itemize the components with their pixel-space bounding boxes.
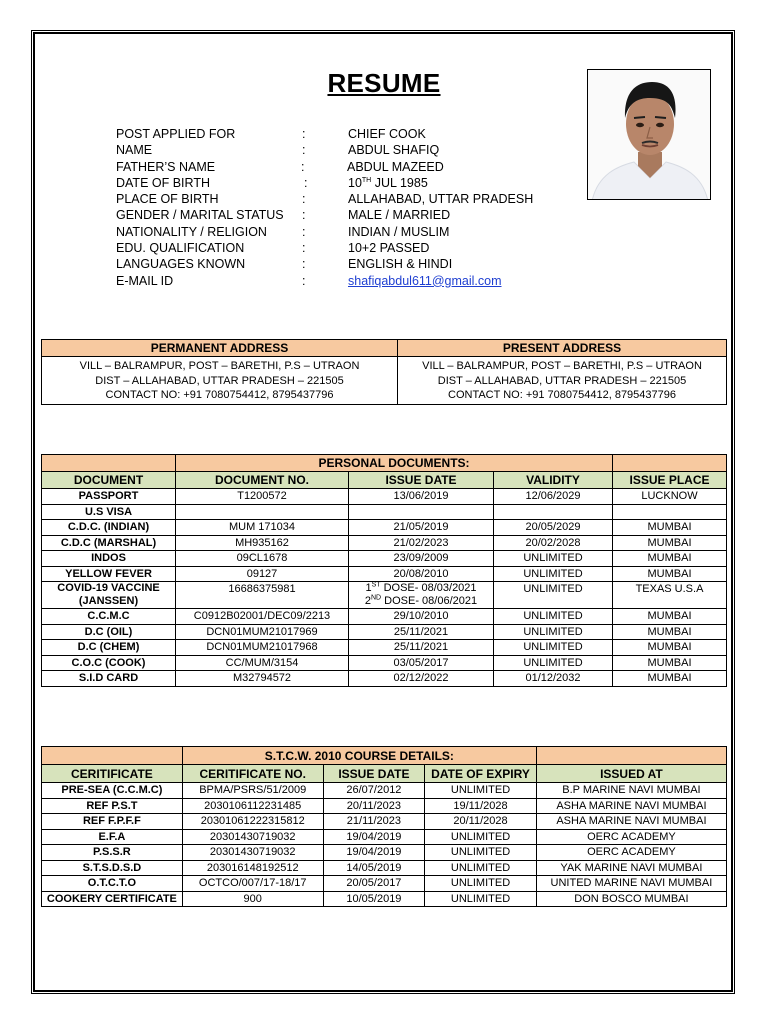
- table-cell: 21/05/2019: [349, 520, 494, 536]
- table-cell: BPMA/PSRS/51/2009: [182, 783, 323, 799]
- info-colon: :: [302, 257, 306, 272]
- table-cell: INDOS: [42, 551, 176, 567]
- table-row: [42, 783, 727, 799]
- table-cell: [349, 582, 494, 609]
- table-cell: DCN01MUM21017969: [176, 624, 349, 640]
- dob-day: 10: [348, 175, 362, 190]
- table-row: [42, 845, 727, 861]
- blank-header-cell: [42, 455, 176, 472]
- table-row: [42, 891, 727, 907]
- table-cell: MUMBAI: [613, 640, 727, 656]
- table-cell: 25/11/2021: [349, 640, 494, 656]
- table-cell: UNLIMITED: [494, 624, 613, 640]
- table-cell: UNLIMITED: [494, 566, 613, 582]
- table-cell: C0912B02001/DEC09/2213: [176, 609, 349, 625]
- table-cell: 09127: [176, 566, 349, 582]
- table-row: [42, 829, 727, 845]
- table-cell: YAK MARINE NAVI MUMBAI: [536, 860, 726, 876]
- table-cell: 13/06/2019: [349, 489, 494, 505]
- info-value: INDIAN / MUSLIM: [348, 224, 450, 239]
- table-cell: MUM 171034: [176, 520, 349, 536]
- table-row: [42, 609, 727, 625]
- table-cell: MUMBAI: [613, 566, 727, 582]
- table-cell: 20301430719032: [182, 829, 323, 845]
- table-cell: 01/12/2032: [494, 671, 613, 687]
- table-cell: E.F.A: [42, 829, 183, 845]
- resume-title: RESUME: [327, 68, 441, 98]
- table-cell: 900: [182, 891, 323, 907]
- blank-header-cell: [536, 747, 726, 765]
- table-cell: MUMBAI: [613, 609, 727, 625]
- info-label: LANGUAGES KNOWN: [116, 257, 246, 272]
- dose-date: DOSE- 08/03/2021: [380, 582, 477, 594]
- table-cell: P.S.S.R: [42, 845, 183, 861]
- table-cell: UNLIMITED: [494, 551, 613, 567]
- table-cell: [349, 504, 494, 520]
- table-cell: D.C (CHEM): [42, 640, 176, 656]
- table-cell: 21/11/2023: [323, 814, 425, 830]
- table-cell: 20/05/2017: [323, 876, 425, 892]
- table-cell: 20/08/2010: [349, 566, 494, 582]
- table-cell: MUMBAI: [613, 551, 727, 567]
- table-cell: 03/05/2017: [349, 655, 494, 671]
- col-header: ISSUE DATE: [323, 765, 425, 783]
- table-cell: D.C (OIL): [42, 624, 176, 640]
- cell-line: (JANSSEN): [78, 595, 139, 607]
- table-row: [42, 876, 727, 892]
- address-line: CONTACT NO: +91 7080754412, 8795437796: [448, 389, 676, 401]
- cell-line: COVID-19 VACCINE: [57, 582, 160, 594]
- table-cell: MUMBAI: [613, 671, 727, 687]
- table-cell: 29/10/2010: [349, 609, 494, 625]
- info-value: 10+2 PASSED: [348, 241, 430, 256]
- address-line: CONTACT NO: +91 7080754412, 8795437796: [105, 389, 334, 401]
- table-cell: S.I.D CARD: [42, 671, 176, 687]
- info-colon: :: [302, 241, 306, 256]
- table-cell: YELLOW FEVER: [42, 566, 176, 582]
- personal-documents-table: [41, 454, 727, 687]
- info-label: NAME: [116, 143, 153, 158]
- info-label: NATIONALITY / RELIGION: [116, 224, 267, 239]
- table-cell: MUMBAI: [613, 624, 727, 640]
- col-header: DOCUMENT NO.: [176, 472, 349, 489]
- info-value: ENGLISH & HINDI: [348, 257, 453, 272]
- present-address: [398, 357, 727, 405]
- dose-number: 2: [364, 595, 371, 607]
- info-label: POST APPLIED FOR: [116, 127, 236, 141]
- table-cell: 19/11/2028: [425, 798, 537, 814]
- permanent-address: [42, 357, 398, 405]
- dose-1: [351, 582, 491, 595]
- table-cell: OERC ACADEMY: [536, 829, 726, 845]
- table-cell: 10/05/2019: [323, 891, 425, 907]
- info-colon: :: [302, 273, 306, 288]
- table-cell: ASHA MARINE NAVI MUMBAI: [536, 798, 726, 814]
- info-label: GENDER / MARITAL STATUS: [116, 208, 284, 223]
- table-cell: PRE-SEA (C.C.M.C): [42, 783, 183, 799]
- table-cell: [176, 504, 349, 520]
- dob-month-year: JUL 1985: [371, 175, 428, 190]
- table-cell: UNLIMITED: [425, 783, 537, 799]
- address-line: DIST – ALLAHABAD, UTTAR PRADESH – 221505: [95, 374, 344, 387]
- info-label: EDU. QUALIFICATION: [116, 241, 245, 256]
- table-cell: UNLIMITED: [494, 609, 613, 625]
- col-header: DOCUMENT: [42, 472, 176, 489]
- info-value: [348, 175, 428, 191]
- table-row: [42, 535, 727, 551]
- table-cell: 2030106112231485: [182, 798, 323, 814]
- info-value: ALLAHABAD, UTTAR PRADESH: [348, 192, 534, 207]
- table-cell: UNLIMITED: [425, 845, 537, 861]
- table-row: [42, 504, 727, 520]
- info-colon: :: [302, 224, 306, 239]
- table-row: [42, 551, 727, 567]
- info-value: MALE / MARRIED: [348, 208, 451, 223]
- info-colon: :: [302, 127, 306, 141]
- info-colon: :: [302, 208, 306, 223]
- table-cell: [494, 504, 613, 520]
- table-cell: 19/04/2019: [323, 845, 425, 861]
- table-cell: UNITED MARINE NAVI MUMBAI: [536, 876, 726, 892]
- table-cell: C.O.C (COOK): [42, 655, 176, 671]
- col-header: CERITIFICATE NO.: [182, 765, 323, 783]
- table-row: [42, 582, 727, 609]
- table-cell: C.D.C (MARSHAL): [42, 535, 176, 551]
- table-row: [42, 640, 727, 656]
- passport-photo: [587, 69, 711, 200]
- address-line: DIST – ALLAHABAD, UTTAR PRADESH – 221505: [437, 374, 687, 387]
- dose-suffix: ND: [370, 594, 382, 602]
- col-header: ISSUED AT: [536, 765, 726, 783]
- table-cell: 09CL1678: [176, 551, 349, 567]
- table-cell: 14/05/2019: [323, 860, 425, 876]
- col-header: CERITIFICATE: [42, 765, 183, 783]
- table-cell: COOKERY CERTIFICATE: [42, 891, 183, 907]
- table-row: [42, 520, 727, 536]
- table-cell: 20301061222315812: [182, 814, 323, 830]
- col-header: VALIDITY: [494, 472, 613, 489]
- info-value: CHIEF COOK: [348, 127, 426, 141]
- info-label: PLACE OF BIRTH: [116, 192, 219, 207]
- table-cell: UNLIMITED: [494, 640, 613, 656]
- col-header: ISSUE PLACE: [613, 472, 727, 489]
- table-row: [42, 566, 727, 582]
- table-cell: 25/11/2021: [349, 624, 494, 640]
- table-cell: C.D.C. (INDIAN): [42, 520, 176, 536]
- info-value: [348, 273, 502, 289]
- table-cell: 19/04/2019: [323, 829, 425, 845]
- address-line: VILL – BALRAMPUR, POST – BARETHI, P.S – UTRAON: [422, 360, 702, 372]
- stcw-course-table: [41, 746, 727, 907]
- info-value: ABDUL MAZEED: [347, 159, 444, 174]
- table-cell: UNLIMITED: [425, 891, 537, 907]
- table-row: [42, 814, 727, 830]
- table-cell: REF P.S.T: [42, 798, 183, 814]
- email-link[interactable]: shafiqabdul611@gmail.com: [348, 273, 502, 288]
- dose-2: [351, 595, 491, 608]
- table-cell: S.T.S.D.S.D: [42, 860, 183, 876]
- table-cell: MH935162: [176, 535, 349, 551]
- info-value: ABDUL SHAFIQ: [348, 143, 440, 158]
- blank-header-cell: [613, 455, 727, 472]
- table-cell: OERC ACADEMY: [536, 845, 726, 861]
- table-cell: 20/11/2028: [425, 814, 537, 830]
- dose-suffix: ST: [371, 581, 381, 589]
- address-table: [41, 339, 727, 405]
- table-cell: UNLIMITED: [425, 876, 537, 892]
- info-colon: :: [302, 143, 306, 158]
- table-cell: 12/06/2029: [494, 489, 613, 505]
- table-cell: UNLIMITED: [494, 655, 613, 671]
- table-cell: 20/02/2028: [494, 535, 613, 551]
- table-cell: LUCKNOW: [613, 489, 727, 505]
- table-cell: 02/12/2022: [349, 671, 494, 687]
- dose-date: DOSE- 08/06/2021: [381, 595, 478, 607]
- blank-header-cell: [42, 747, 183, 765]
- dob-suffix: TH: [361, 176, 372, 184]
- col-header: ISSUE DATE: [349, 472, 494, 489]
- table-cell: ASHA MARINE NAVI MUMBAI: [536, 814, 726, 830]
- permanent-address-header: PERMANENT ADDRESS: [42, 340, 398, 357]
- info-colon: :: [304, 175, 308, 190]
- dose-number: 1: [365, 582, 372, 594]
- table-cell: DCN01MUM21017968: [176, 640, 349, 656]
- table-cell: [613, 504, 727, 520]
- table-cell: UNLIMITED: [425, 829, 537, 845]
- table-cell: TEXAS U.S.A: [613, 582, 727, 609]
- info-label: E-MAIL ID: [116, 273, 174, 288]
- table-cell: PASSPORT: [42, 489, 176, 505]
- table-cell: CC/MUM/3154: [176, 655, 349, 671]
- table-row: [42, 798, 727, 814]
- table-cell: 21/02/2023: [349, 535, 494, 551]
- present-address-header: PRESENT ADDRESS: [398, 340, 727, 357]
- table-cell: 23/09/2009: [349, 551, 494, 567]
- table-cell: UNLIMITED: [494, 582, 613, 609]
- table-cell: O.T.C.T.O: [42, 876, 183, 892]
- table-cell: B.P MARINE NAVI MUMBAI: [536, 783, 726, 799]
- table-cell: DON BOSCO MUMBAI: [536, 891, 726, 907]
- table-cell: MUMBAI: [613, 655, 727, 671]
- table-cell: 16686375981: [176, 582, 349, 609]
- stcw-title: S.T.C.W. 2010 COURSE DETAILS:: [182, 747, 536, 765]
- address-line: VILL – BALRAMPUR, POST – BARETHI, P.S – UTRAON: [79, 360, 360, 372]
- table-cell: U.S VISA: [42, 504, 176, 520]
- table-cell: 20301430719032: [182, 845, 323, 861]
- table-row: [42, 655, 727, 671]
- table-row: [42, 860, 727, 876]
- col-header: DATE OF EXPIRY: [425, 765, 537, 783]
- table-cell: OCTCO/007/17-18/17: [182, 876, 323, 892]
- info-label: FATHER’S NAME: [116, 159, 216, 174]
- info-label: DATE OF BIRTH: [116, 175, 210, 190]
- table-cell: MUMBAI: [613, 520, 727, 536]
- table-cell: 20/05/2029: [494, 520, 613, 536]
- table-cell: C.C.M.C: [42, 609, 176, 625]
- table-cell: MUMBAI: [613, 535, 727, 551]
- documents-title: PERSONAL DOCUMENTS:: [176, 455, 613, 472]
- table-cell: [42, 582, 176, 609]
- info-colon: :: [302, 192, 306, 207]
- table-row: [42, 671, 727, 687]
- table-cell: 2030161481925​12: [182, 860, 323, 876]
- table-cell: T1200572: [176, 489, 349, 505]
- table-cell: 20/11/2023: [323, 798, 425, 814]
- table-cell: REF F.P.F.F: [42, 814, 183, 830]
- table-row: [42, 624, 727, 640]
- table-row: [42, 489, 727, 505]
- info-colon: :: [301, 159, 305, 174]
- table-cell: M32794572: [176, 671, 349, 687]
- table-cell: UNLIMITED: [425, 860, 537, 876]
- table-cell: 26/07/2012: [323, 783, 425, 799]
